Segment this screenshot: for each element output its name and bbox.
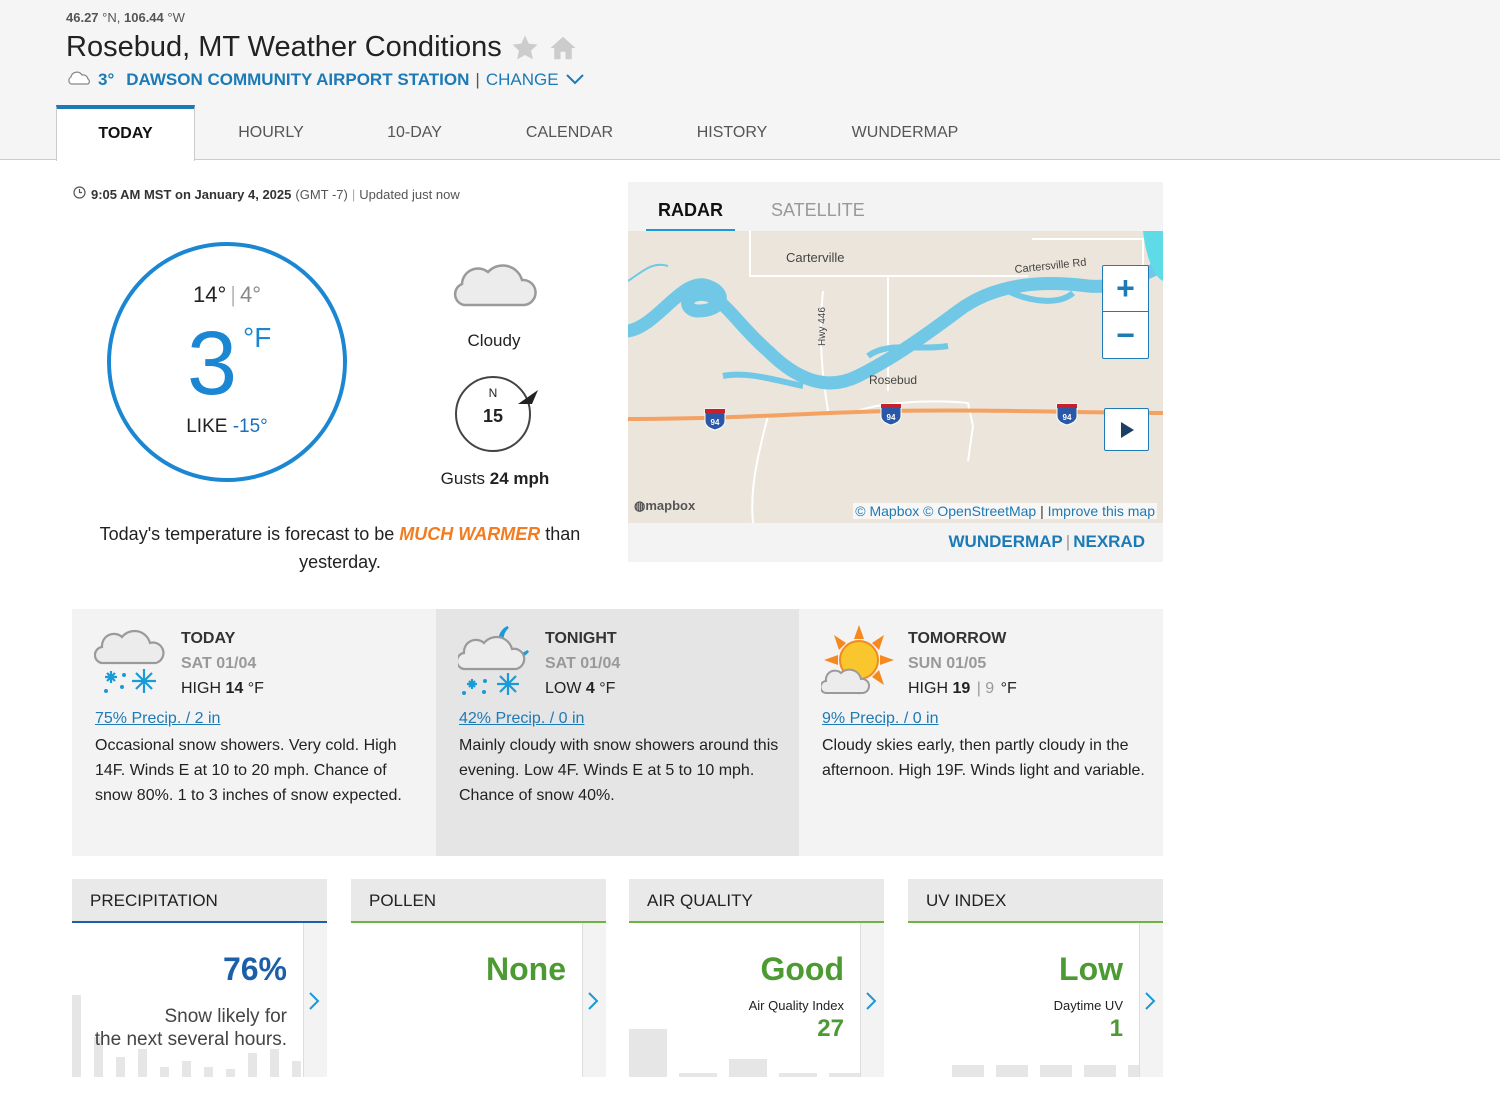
forecast-date: SAT 01/04	[181, 655, 257, 672]
precipitation-text-line: Snow likely for	[164, 1006, 287, 1027]
svg-text:94: 94	[886, 413, 896, 422]
nexrad-link[interactable]: NEXRAD	[1073, 532, 1145, 551]
forecast-temp-unit: °F	[247, 680, 264, 697]
forecast-description: Cloudy skies early, then partly cloudy in the afternoon. High 19F. Winds light and variable.	[822, 737, 1145, 779]
pollen-title: POLLEN	[351, 879, 606, 923]
forecast-summary	[72, 609, 1163, 856]
favorite-star-icon[interactable]	[510, 33, 540, 63]
note-text: Today's temperature is forecast to be	[99, 524, 395, 544]
forecast-date: SUN 01/05	[908, 655, 987, 672]
zoom-out-button[interactable]: −	[1116, 316, 1135, 353]
forecast-date: SAT 01/04	[545, 655, 621, 672]
precipitation-title: PRECIPITATION	[72, 879, 327, 923]
uv-index-widget[interactable]	[908, 879, 1163, 1077]
gusts-value: 24 mph	[489, 469, 550, 488]
tab-wundermap[interactable]: WUNDERMAP	[851, 124, 959, 141]
forecast-card-tonight[interactable]	[436, 609, 799, 856]
low-temp: 4°	[239, 282, 262, 307]
forecast-period: TONIGHT	[545, 630, 617, 647]
mapbox-icon: ◍	[634, 498, 646, 513]
temperature-unit: °F	[243, 322, 272, 353]
forecast-temp-label: HIGH	[908, 680, 948, 697]
conditions-widgets	[72, 879, 1163, 1077]
radar-tabs	[646, 196, 901, 233]
note-text-end: than yesterday.	[299, 524, 581, 572]
chevron-right-icon[interactable]	[865, 991, 877, 1016]
longitude: 106.44	[124, 10, 164, 25]
interstate-shield-icon	[1057, 404, 1077, 425]
map-label-carterville: Carterville	[786, 250, 845, 265]
forecast-description: Mainly cloudy with snow showers around this evening. Low 4F. Winds E at 5 to 10 mph. Chance of snow 40%.	[459, 737, 779, 804]
air-quality-value: Good	[760, 951, 844, 987]
tab-satellite[interactable]: SATELLITE	[771, 200, 865, 220]
tab-today[interactable]: TODAY	[56, 105, 195, 161]
precip-link[interactable]: 42% Precip. / 0 in	[459, 710, 585, 727]
radar-map[interactable]	[628, 231, 1163, 523]
chevron-right-icon[interactable]	[1144, 991, 1156, 1016]
precipitation-text-line: the next several hours.	[94, 1029, 287, 1050]
forecast-period: TOMORROW	[908, 630, 1007, 647]
svg-text:94: 94	[1062, 413, 1072, 422]
separator: |	[1040, 503, 1044, 519]
feels-like	[111, 416, 343, 438]
forecast-temp-value: 19	[952, 680, 971, 697]
play-animation-button[interactable]	[1104, 408, 1149, 451]
forecast-high	[181, 680, 264, 698]
high-low	[111, 282, 343, 308]
station-temperature: 3°	[98, 70, 115, 89]
forecast-description: Occasional snow showers. Very cold. High 14F. Winds E at 10 to 20 mph. Chance of snow 80%. 1 to 3 inches of snow expected.	[95, 737, 402, 804]
wind-speed: 15	[482, 406, 504, 426]
high-temp: 14°	[192, 282, 227, 307]
tab-hourly[interactable]: HOURLY	[238, 124, 304, 141]
note-highlight: MUCH WARMER	[399, 524, 541, 544]
mapbox-logo[interactable]	[634, 498, 695, 514]
map-label-rosebud: Rosebud	[869, 373, 918, 387]
precipitation-text	[95, 1005, 287, 1051]
forecast-temp-value: 4	[585, 680, 595, 697]
map-label-cartersville-rd: Cartersville Rd	[1014, 256, 1088, 276]
home-icon[interactable]	[548, 33, 578, 63]
separator: |	[230, 282, 236, 307]
page-header	[0, 0, 1500, 160]
uv-index-number: 1	[1109, 1015, 1123, 1042]
station-name-link[interactable]: DAWSON COMMUNITY AIRPORT STATION	[126, 70, 470, 89]
pollen-widget[interactable]	[351, 879, 606, 1077]
map-graphic	[628, 231, 1163, 523]
change-station-button[interactable]: CHANGE	[485, 70, 559, 89]
tab-calendar[interactable]: CALENDAR	[525, 124, 614, 141]
condition-text: Cloudy	[467, 331, 521, 350]
play-icon	[1119, 421, 1135, 439]
night-snow-showers-icon	[458, 625, 534, 702]
observation-time: 9:05 AM MST on January 4, 2025	[91, 186, 292, 202]
air-quality-widget[interactable]	[629, 879, 884, 1077]
coordinates	[66, 10, 185, 25]
uv-index-title: UV INDEX	[908, 879, 1163, 923]
forecast-low	[545, 680, 615, 698]
interstate-shield-icon	[881, 404, 901, 425]
zoom-control	[1102, 265, 1149, 359]
zoom-in-button[interactable]: +	[1103, 266, 1148, 312]
wundermap-link[interactable]: WUNDERMAP	[948, 532, 1063, 551]
wind-gusts	[420, 469, 570, 489]
longitude-unit: °W	[167, 10, 185, 25]
feels-like-value: -15°	[232, 416, 268, 437]
uv-value: Low	[1059, 951, 1123, 987]
updated-status: Updated just now	[359, 186, 460, 202]
tab-radar[interactable]: RADAR	[646, 196, 735, 233]
page-title: Rosebud, MT Weather Conditions	[66, 31, 502, 63]
nav-tabs	[56, 105, 1003, 160]
partly-cloudy-sun-icon	[821, 625, 897, 702]
radar-panel	[628, 182, 1163, 562]
precipitation-widget[interactable]	[72, 879, 327, 1077]
precipitation-value: 76%	[222, 951, 287, 987]
osm-attribution-link[interactable]: © OpenStreetMap	[923, 503, 1037, 519]
interstate-shield-icon	[705, 409, 725, 430]
update-timestamp	[73, 186, 460, 202]
temperature-comparison	[95, 520, 585, 576]
station-selector	[66, 70, 585, 90]
chevron-right-icon[interactable]	[587, 991, 599, 1016]
separator: |	[351, 186, 356, 202]
air-quality-index: 27	[817, 1015, 844, 1042]
forecast-temp-label: LOW	[545, 680, 582, 697]
cloud-icon	[66, 70, 92, 90]
snow-showers-icon	[94, 625, 170, 702]
radar-links	[949, 532, 1146, 552]
separator: |	[1065, 532, 1071, 551]
map-label-hwy: Hwy 446	[817, 307, 828, 346]
tab-history[interactable]: HISTORY	[696, 124, 768, 141]
forecast-temp-value: 14	[225, 680, 244, 697]
pollen-value: None	[486, 951, 566, 987]
clock-icon	[73, 186, 86, 202]
mapbox-attribution-link[interactable]: © Mapbox	[855, 503, 920, 519]
chevron-right-icon[interactable]	[308, 991, 320, 1016]
uv-label: Daytime UV	[1053, 998, 1123, 1013]
latitude: 46.27	[66, 10, 99, 25]
separator: |	[475, 70, 480, 89]
precip-link[interactable]: 9% Precip. / 0 in	[822, 710, 939, 727]
forecast-low-value: | 9	[976, 680, 995, 697]
gmt-offset: (GMT -7)	[295, 186, 348, 202]
wind-arrow-icon	[516, 388, 540, 411]
wind-direction: N	[488, 386, 498, 400]
latitude-unit: °N,	[102, 10, 121, 25]
forecast-card-tomorrow[interactable]	[799, 609, 1163, 856]
temperature-dial	[107, 242, 347, 482]
feels-like-label: LIKE	[186, 416, 228, 437]
precip-link[interactable]: 75% Precip. / 2 in	[95, 710, 221, 727]
chevron-down-icon[interactable]	[565, 70, 585, 90]
forecast-period: TODAY	[181, 630, 236, 647]
forecast-temp-label: HIGH	[181, 680, 221, 697]
cloudy-icon	[450, 258, 538, 313]
map-attribution	[853, 503, 1157, 519]
air-quality-label: Air Quality Index	[748, 998, 844, 1013]
svg-text:94: 94	[710, 418, 720, 427]
mapbox-logo-text: mapbox	[645, 498, 696, 513]
forecast-high-low	[908, 680, 1017, 698]
improve-map-link[interactable]: Improve this map	[1047, 503, 1155, 519]
forecast-card-today[interactable]	[72, 609, 436, 856]
air-quality-title: AIR QUALITY	[629, 879, 884, 923]
current-temperature: 3	[187, 314, 238, 414]
gusts-label: Gusts	[440, 469, 486, 488]
tab-10-day[interactable]: 10-DAY	[387, 124, 442, 141]
forecast-temp-unit: °F	[599, 680, 616, 697]
forecast-temp-unit: °F	[1000, 680, 1017, 697]
